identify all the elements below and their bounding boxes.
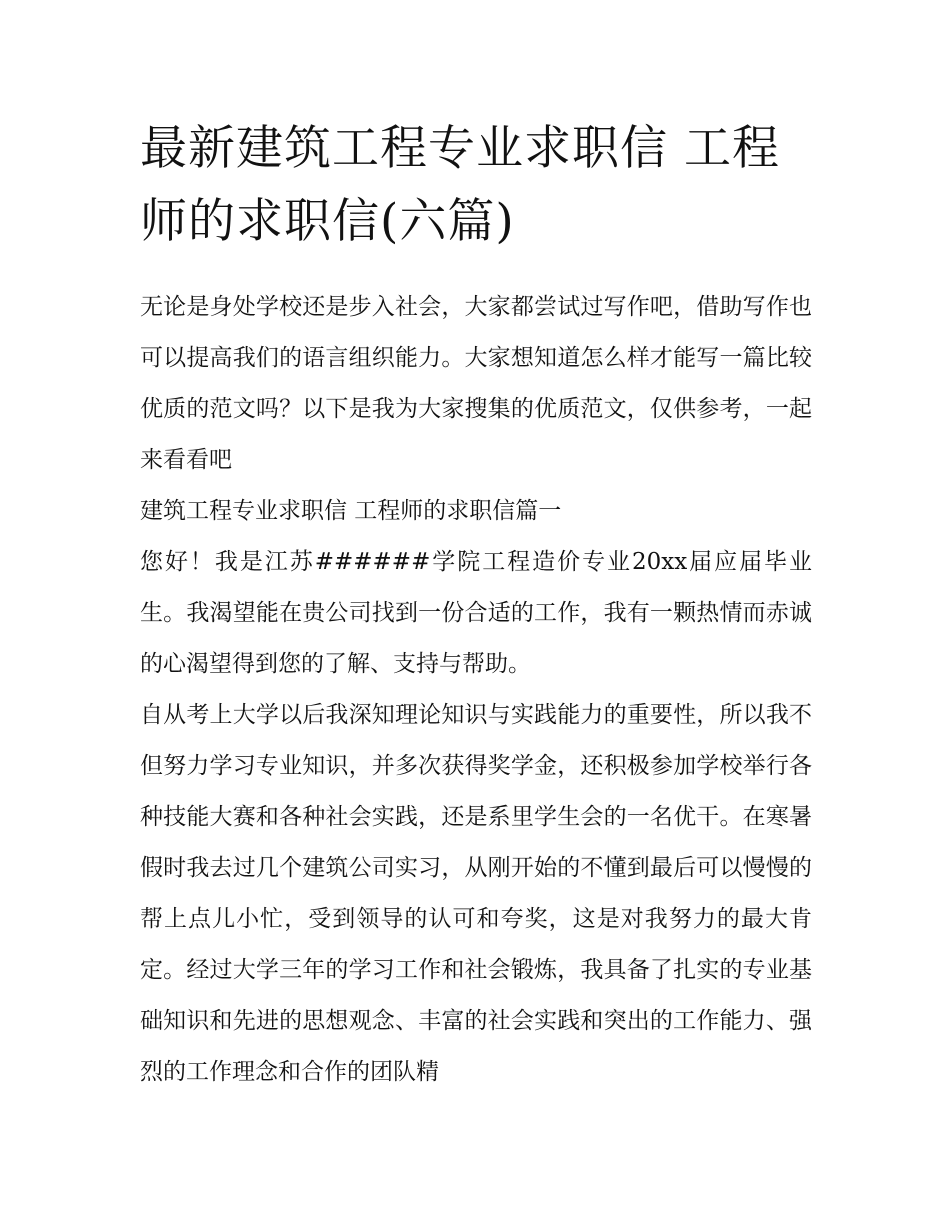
document-title: 最新建筑工程专业求职信 工程师的求职信(六篇) <box>140 121 780 249</box>
intro-paragraph: 无论是身处学校还是步入社会，大家都尝试过写作吧，借助写作也可以提高我们的语言组织能力。大家想知道怎么样才能写一篇比较优质的范文吗？以下是我为大家搜集的优质范文，仅供参考，一起来看看吧 <box>140 294 812 473</box>
document-page <box>140 112 812 1098</box>
body-paragraph-2: 自从考上大学以后我深知理论知识与实践能力的重要性，所以我不但努力学习专业知识，并多次获得奖学金，还积极参加学校举行各种技能大赛和各种社会实践，还是系里学生会的一名优干。在寒暑假时我去过几个建筑公司实习，从刚开始的不懂到最后可以慢慢的帮上点儿小忙，受到领导的认可和夸奖，这是对我努力的最大肯定。经过大学三年的学习工作和社会锻炼，我具备了扎实的专业基础知识和先进的思想观念、丰富的社会实践和突出的工作能力、强烈的工作理念和合作的团队精 <box>140 702 812 1085</box>
body-paragraph-1: 您好！我是江苏######学院工程造价专业20xx届应届毕业生。我渴望能在贵公司找到一份合适的工作，我有一颗热情而赤诚的心渴望得到您的了解、支持与帮助。 <box>140 549 812 677</box>
section-heading: 建筑工程专业求职信 工程师的求职信篇一 <box>140 498 562 524</box>
